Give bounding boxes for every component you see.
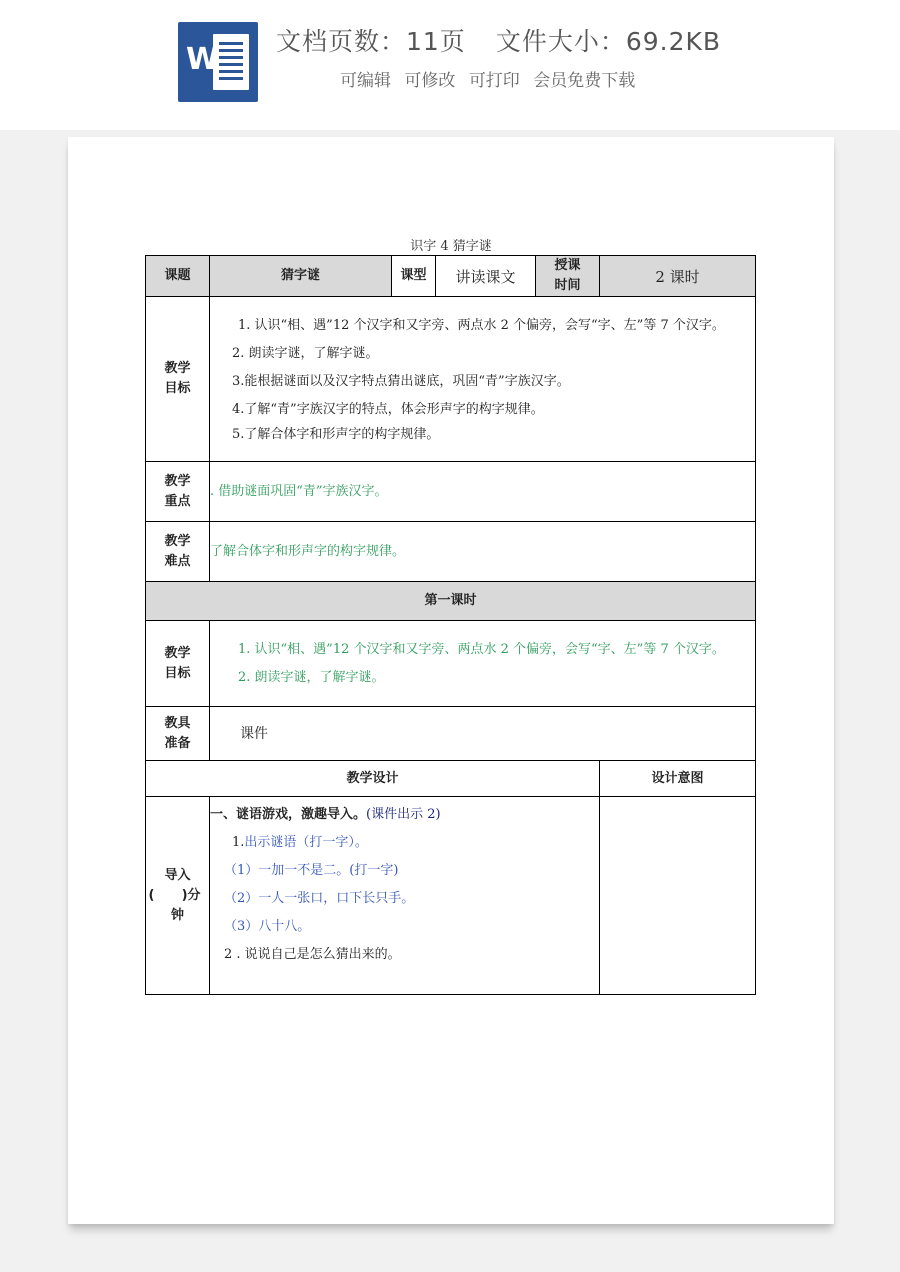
materials-label: 教具 准备 [146, 707, 210, 761]
word-icon [178, 22, 258, 102]
feature-editable: 可编辑 [340, 71, 391, 91]
file-info [276, 22, 721, 58]
section-row [146, 582, 756, 621]
design-header-right: 设计意图 [600, 761, 756, 797]
lesson-goal-item-2: 2. 朗读字谜，了解字谜。 [238, 669, 385, 685]
intro-label [146, 797, 210, 995]
riddle-3: （3）八十八。 [224, 919, 311, 934]
lesson-goals-label: 教学 目标 [146, 621, 210, 707]
lesson-goal-item-1: 1. 认识“相、遇”12 个汉字和又字旁、两点水 2 个偏旁，会写“字、左”等 7 个汉字。 [238, 641, 725, 657]
materials-text: 课件 [210, 707, 756, 761]
intro-heading-note: (课件出示 2) [366, 807, 441, 822]
section-title: 第一课时 [146, 582, 756, 621]
feature-printable: 可打印 [468, 71, 520, 91]
feature-member-download: 会员免费下载 [533, 71, 636, 91]
download-banner [0, 0, 900, 130]
feature-list [340, 66, 643, 91]
document-page [68, 137, 834, 1224]
lesson-goals-content [210, 621, 756, 707]
riddle-1: （1）一加一不是二。(打一字) [224, 863, 399, 878]
topic-value: 猜字谜 [210, 256, 392, 297]
intro-label-line1: 导入 [164, 867, 191, 883]
difficulties-row [146, 522, 756, 582]
intro-row [146, 797, 756, 995]
key-points-row [146, 462, 756, 522]
intro-step-2: 2 . 说说自己是怎么猜出来的。 [224, 947, 401, 962]
goals-row [146, 297, 756, 462]
goals-label: 教学 目标 [146, 297, 210, 462]
header-row [146, 256, 756, 297]
goal-item-2: 2. 朗读字谜，了解字谜。 [232, 346, 379, 361]
intro-content [210, 797, 600, 995]
design-header-row [146, 761, 756, 797]
intro-step-1-text: 出示谜语（打一字）。 [244, 835, 368, 850]
intro-design-intent [600, 797, 756, 995]
goal-item-4: 4.了解“青”字族汉字的特点，体会形声字的构字规律。 [232, 402, 544, 417]
goal-item-5: 5.了解合体字和形声字的构字规律。 [232, 427, 440, 442]
page-count: 文档页数：11页 [276, 27, 466, 56]
feature-modifiable: 可修改 [404, 71, 456, 91]
topic-label: 课题 [146, 256, 210, 297]
intro-label-line2: ( )分 [148, 887, 201, 903]
difficulties-text: 了解合体字和形声字的构字规律。 [210, 522, 756, 582]
intro-heading: 一、谜语游戏，激趣导入。 [210, 807, 367, 822]
riddle-2: （2）一人一张口，口下长只手。 [224, 891, 415, 906]
lesson-goals-row [146, 621, 756, 707]
goal-item-3: 3.能根据谜面以及汉字特点猜出谜底，巩固“青”字族汉字。 [232, 374, 570, 389]
design-header-left: 教学设计 [146, 761, 600, 797]
document-title: 识字 4 猜字谜 [410, 239, 492, 254]
difficulties-label: 教学 难点 [146, 522, 210, 582]
hours-label: 授课 时间 [536, 256, 600, 297]
hours-value: 2 课时 [600, 256, 756, 297]
intro-step-1-prefix: 1. [232, 835, 245, 850]
word-icon-letter: W [186, 42, 220, 77]
type-label: 课型 [392, 256, 436, 297]
intro-heading-line [210, 801, 599, 829]
type-value: 讲读课文 [436, 256, 536, 297]
materials-row [146, 707, 756, 761]
goal-item-1: 1. 认识“相、遇”12 个汉字和又字旁、两点水 2 个偏旁，会写“字、左”等 7 个汉字。 [238, 318, 725, 333]
goals-content [210, 297, 756, 462]
key-points-label: 教学 重点 [146, 462, 210, 522]
intro-label-line3: 钟 [170, 907, 184, 923]
key-points-text: . 借助谜面巩固“青”字族汉字。 [210, 462, 756, 522]
file-size: 文件大小：69.2KB [495, 27, 722, 56]
intro-step-1 [210, 829, 599, 857]
lesson-plan-table [145, 255, 756, 995]
